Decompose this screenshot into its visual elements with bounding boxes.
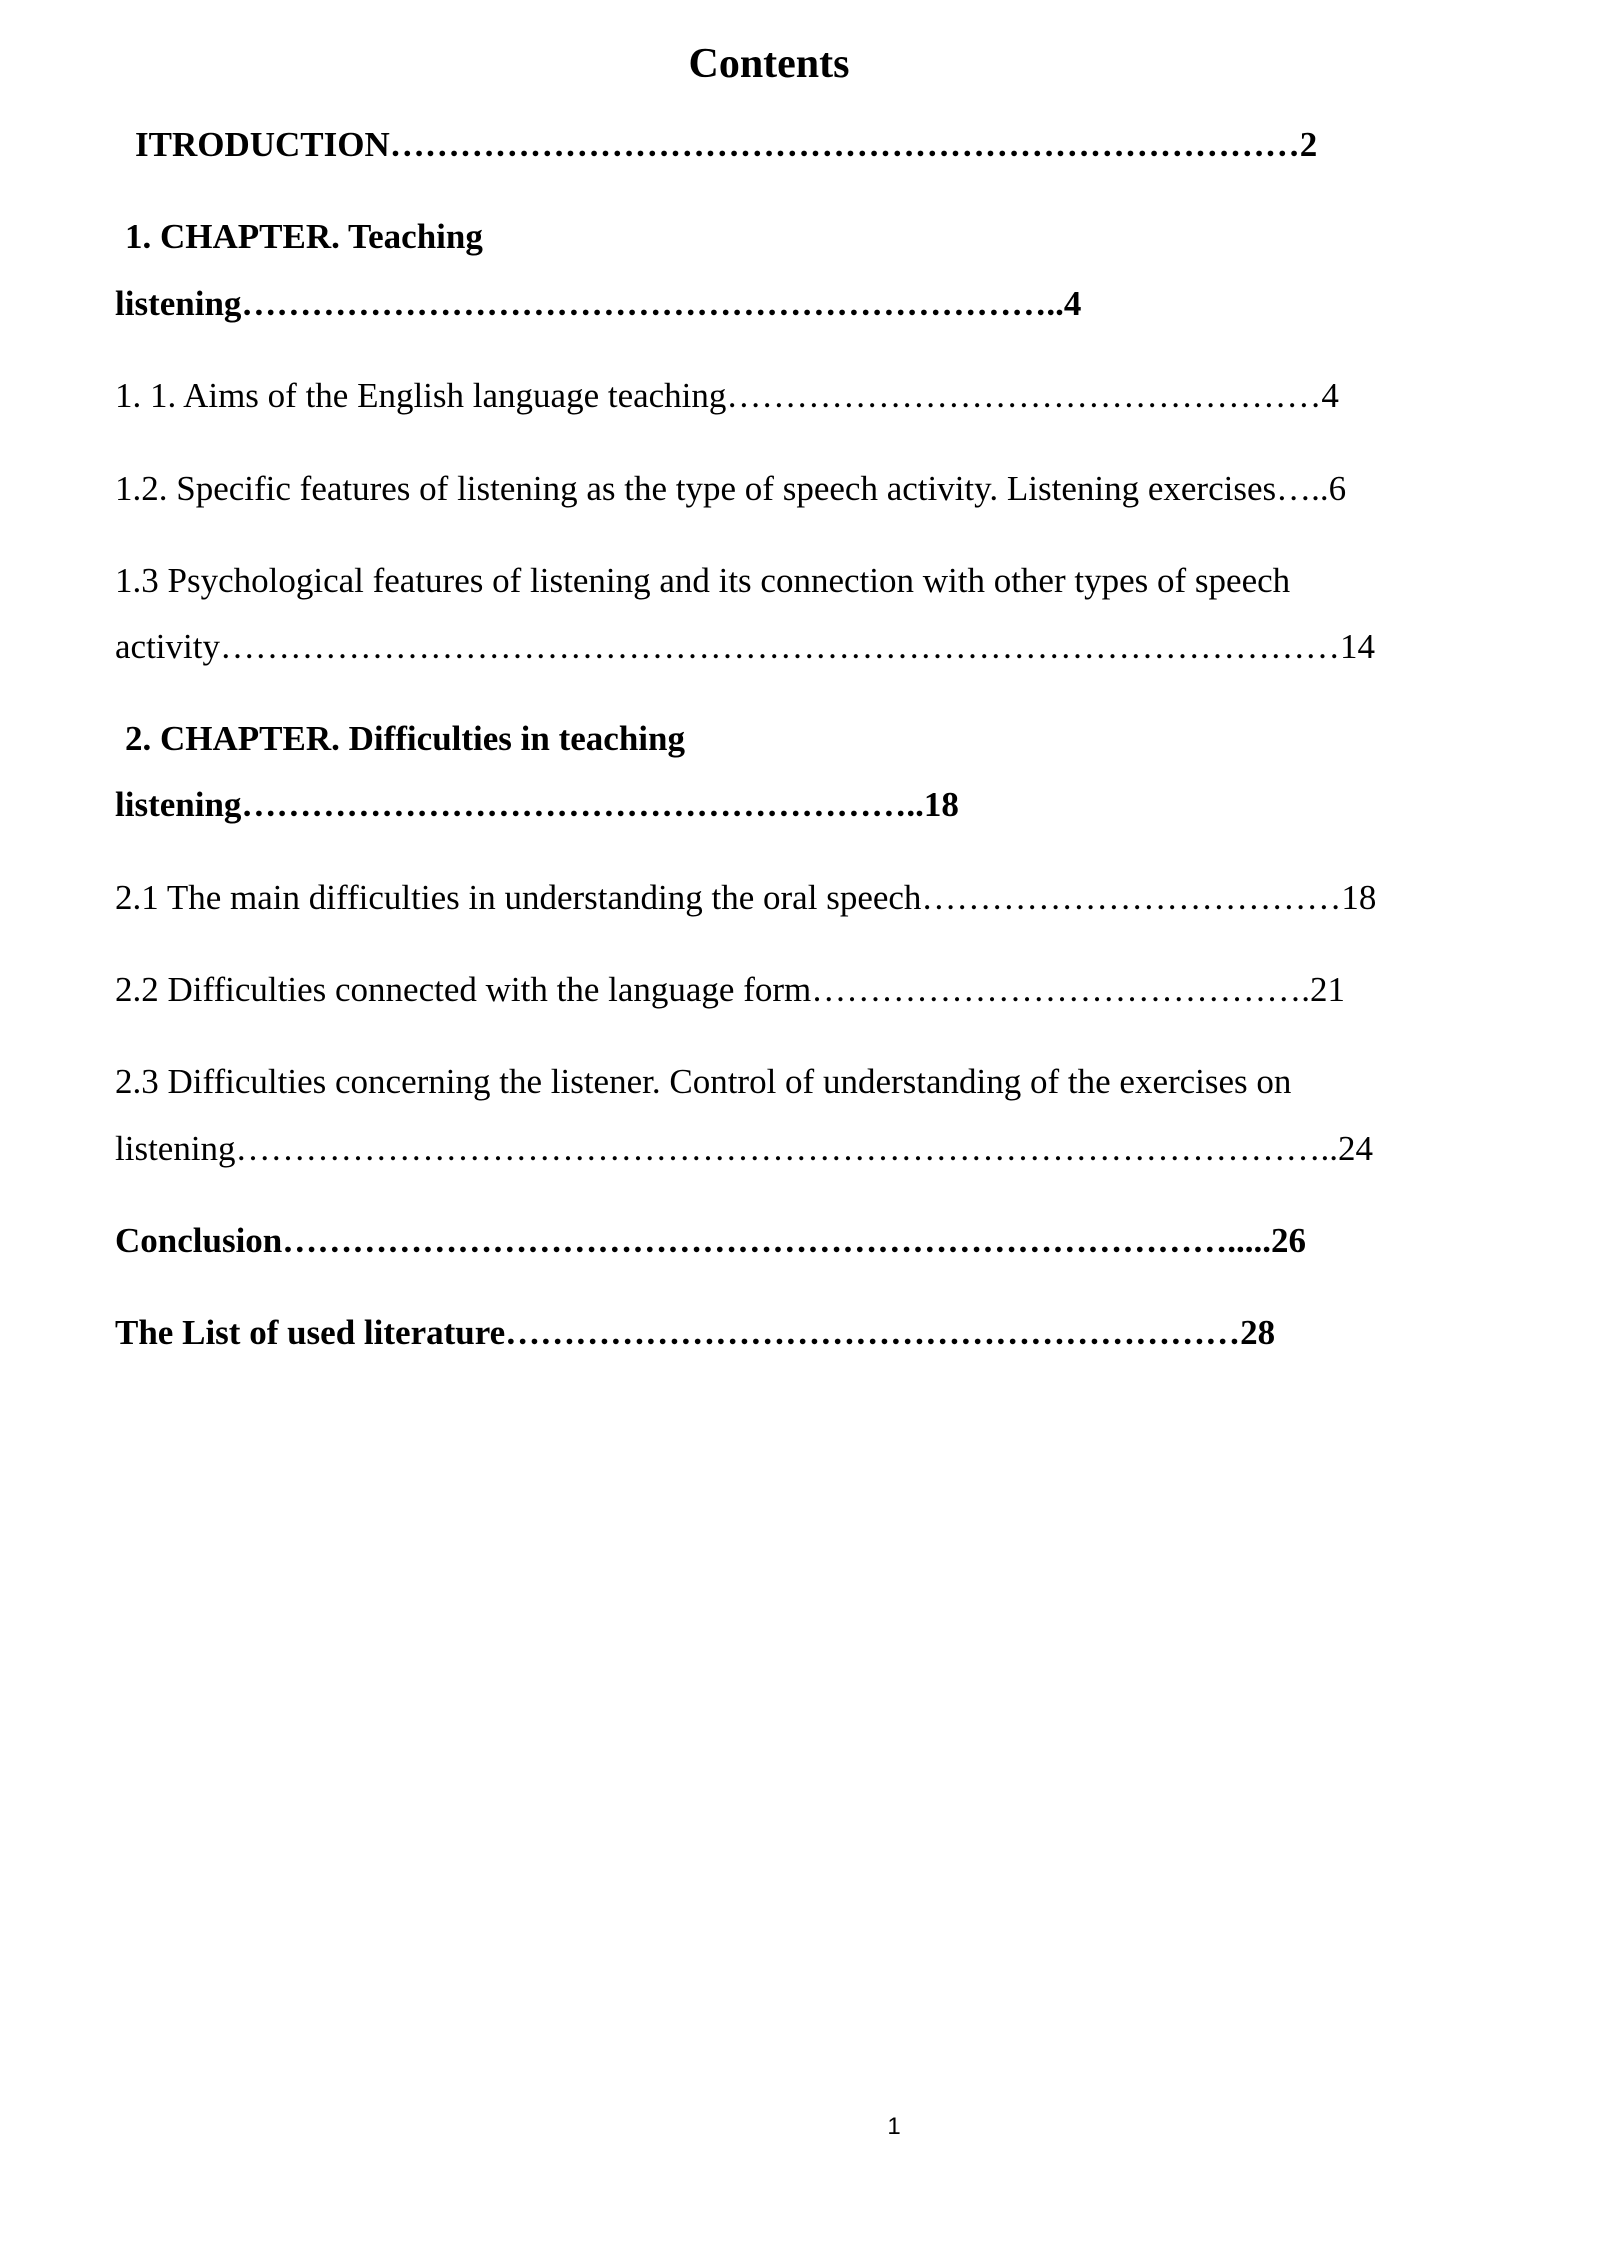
toc-entry-1-1: 1. 1. Aims of the English language teaching……………………………………………4 (115, 376, 1339, 415)
toc-entry-chapter-1-line-2: listening……………………………………………………………..4 (115, 284, 1082, 323)
toc-entry-chapter-2-line-1: 2. CHAPTER. Difficulties in teaching (125, 719, 685, 758)
toc-entry-1-2: 1.2. Specific features of listening as the type of speech activity. Listening exercises…..6 (115, 469, 1347, 508)
toc-entry-1-3-line-2: activity……………………………………………………………………………………14 (115, 627, 1375, 666)
page-title: Contents (688, 41, 850, 87)
toc-entry-1-3-line-1: 1.3 Psychological features of listening and its connection with other types of speech (115, 561, 1291, 600)
page-number: 1 (887, 2113, 901, 2140)
toc-entry-2-3-line-2: listening…………………………………………………………………………………..24 (115, 1129, 1374, 1168)
toc-entry-chapter-2-line-2: listening…………………………………………………..18 (115, 785, 959, 824)
toc-entry-introduction: ITRODUCTION……………………………………………………………………2 (135, 125, 1318, 164)
toc-entry-conclusion: Conclusion……………………………………………………………………….....26 (115, 1221, 1307, 1260)
toc-entry-2-2: 2.2 Difficulties connected with the language form…………………………………….21 (115, 970, 1345, 1009)
toc-entry-2-3-line-1: 2.3 Difficulties concerning the listener. Control of understanding of the exercises on (115, 1062, 1292, 1101)
toc-entry-literature: The List of used literature………………………………………………………28 (115, 1313, 1276, 1352)
toc-entry-chapter-1-line-1: 1. CHAPTER. Teaching (125, 217, 483, 256)
toc-entry-2-1: 2.1 The main difficulties in understanding the oral speech………………………………18 (115, 878, 1377, 917)
